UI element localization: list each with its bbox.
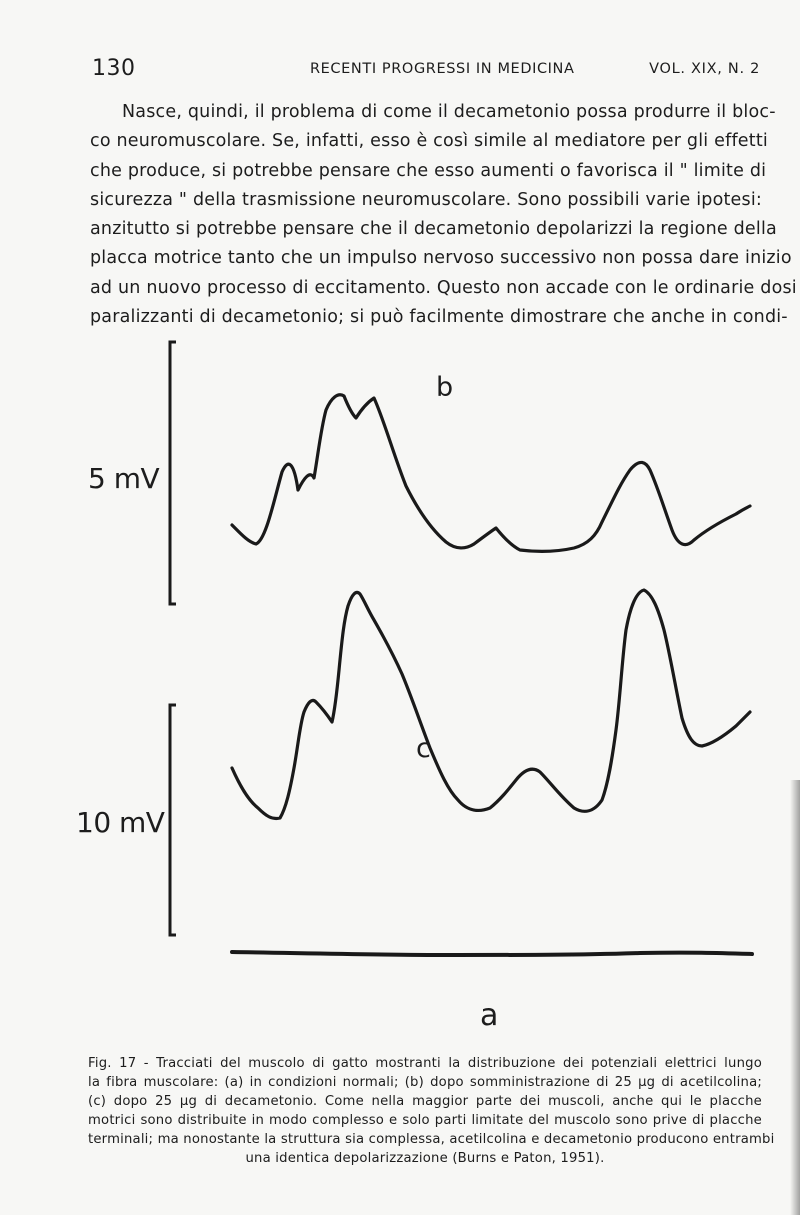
trace-label-b: b: [436, 372, 454, 403]
figure-caption: [88, 1055, 775, 1168]
trace-label-c: c: [416, 733, 431, 764]
caption-line: Fig. 17 - Tracciati del muscolo di gatto mostranti la distribuzione dei potenziali elettrici lungo: [88, 1056, 762, 1071]
trace-b: [232, 395, 750, 552]
body-line: Nasce, quindi, il problema di come il decametonio possa produrre il bloc-: [122, 102, 776, 122]
body-line: anzitutto si potrebbe pensare che il decametonio depolarizzi la regione della: [90, 219, 777, 240]
body-line: ad un nuovo processo di eccitamento. Questo non accade con le ordinarie dosi: [90, 277, 797, 298]
running-title: RECENTI PROGRESSI IN MEDICINA: [310, 61, 575, 77]
scale-label-bottom: 10 mV: [76, 806, 165, 839]
baseline-a: [232, 952, 752, 955]
caption-line: terminali; ma nonostante la struttura sia complessa, acetilcolina e decametonio producono entrambi: [88, 1131, 775, 1147]
scale-bar-5mv: [170, 342, 176, 604]
scale-bar-10mv: [170, 705, 176, 935]
trace-label-a: a: [480, 998, 499, 1033]
caption-line: una identica depolarizzazione (Burns e Paton, 1951).: [245, 1150, 605, 1166]
trace-c: [232, 590, 750, 819]
body-line: paralizzanti di decametonio; si può facilmente dimostrare che anche in condi-: [90, 307, 788, 328]
body-line: co neuromuscolare. Se, infatti, esso è così simile al mediatore per gli effetti: [90, 131, 768, 152]
caption-line: (c) dopo 25 μg di decametonio. Come nella maggior parte dei muscoli, anche qui le placche: [88, 1093, 762, 1109]
scale-label-top: 5 mV: [88, 462, 160, 495]
body-line: sicurezza " della trasmissione neuromuscolare. Sono possibili varie ipotesi:: [90, 189, 762, 210]
caption-line: la fibra muscolare: (a) in condizioni normali; (b) dopo somministrazione di 25 μg di acetilcolina;: [88, 1074, 762, 1090]
body-line: che produce, si potrebbe pensare che esso aumenti o favorisca il " limite di: [90, 160, 767, 181]
page-number: 130: [92, 56, 136, 81]
volume-issue: VOL. XIX, N. 2: [649, 61, 760, 77]
caption-line: motrici sono distribuite in modo complesso e solo parti limitate del muscolo sono prive di placche: [88, 1112, 762, 1128]
body-line: placca motrice tanto che un impulso nervoso successivo non possa dare inizio: [90, 248, 792, 269]
page-edge-shadow: [790, 780, 800, 1215]
